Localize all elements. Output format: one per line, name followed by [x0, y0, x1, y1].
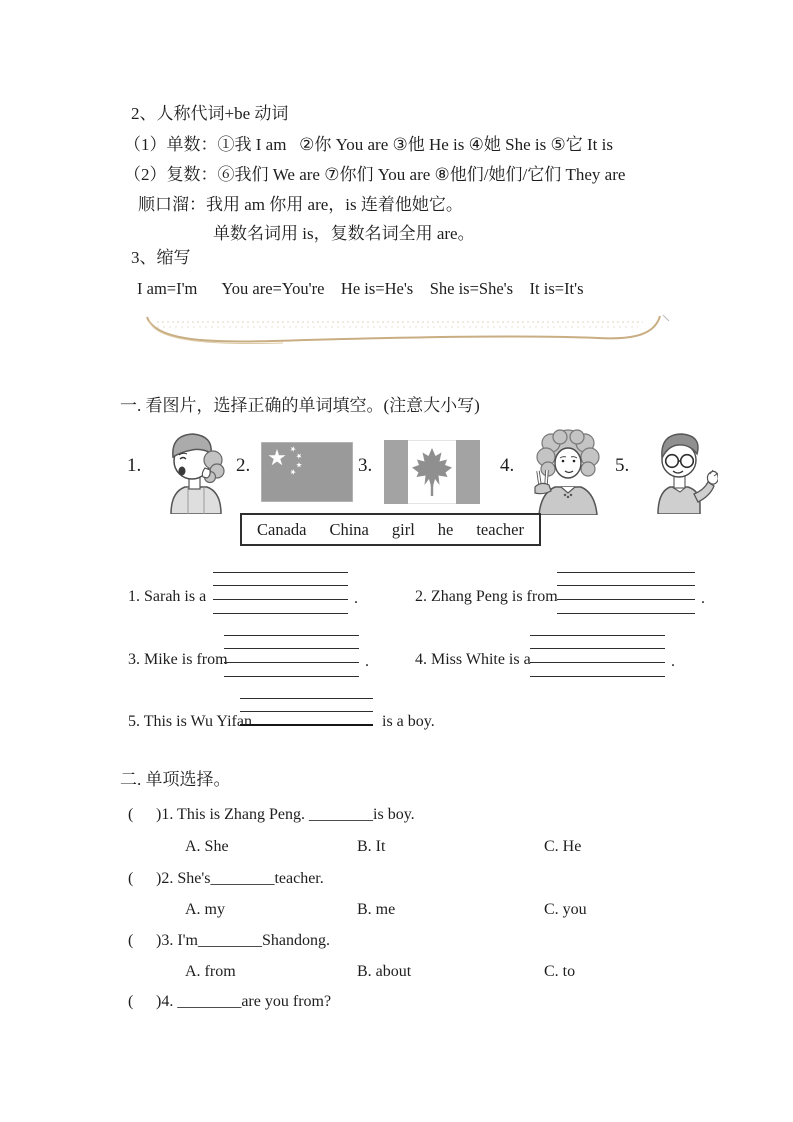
mc-q2-option-a: A. my: [185, 901, 225, 918]
note-line-rhyme-2: 单数名词用 is，复数名词全用 are。: [213, 224, 475, 243]
picture-number-3: 3.: [358, 455, 373, 476]
picture-number-5: 5.: [615, 455, 630, 476]
mc-q1-text: )1. This is Zhang Peng. ________is boy.: [156, 806, 415, 823]
note-line-plural: （2）复数：⑥我们 We are ⑦你们 You are ⑧他们/她们/它们 They are: [124, 165, 626, 184]
mc-q3-option-a: A. from: [185, 963, 236, 980]
word-bank-word-canada: Canada: [257, 519, 307, 539]
section2-title: 二. 单项选择。: [120, 770, 231, 789]
mc-q2-text: )2. She's________teacher.: [156, 870, 324, 887]
mc-q3-bracket-open: (: [128, 932, 134, 949]
fill-item-2-writing-guide: [557, 572, 695, 614]
fill-item-4-period: .: [671, 653, 675, 670]
paper-edge-divider: [143, 312, 673, 356]
fill-item-4-writing-guide: [530, 635, 665, 677]
mc-q4-text: )4. ________are you from?: [156, 993, 332, 1010]
fill-item-1-period: .: [354, 590, 358, 607]
fill-item-4-text: 4. Miss White is a: [415, 651, 531, 668]
picture-number-2: 2.: [236, 455, 251, 476]
mc-q2-option-c: C. you: [544, 901, 587, 918]
note-line-singular: （1）单数：①我 I am ②你 You are ③他 He is ④她 She is ⑤它 It is: [124, 135, 613, 154]
fill-item-1-text: 1. Sarah is a: [128, 588, 207, 605]
word-bank-box: [240, 513, 541, 546]
mc-q2-option-b: B. me: [357, 901, 396, 918]
teacher-illustration: [527, 425, 607, 515]
word-bank-word-china: China: [329, 519, 369, 539]
word-bank-word-teacher: teacher: [476, 519, 524, 539]
picture-number-1: 1.: [127, 455, 142, 476]
mc-q4-bracket-open: (: [128, 993, 134, 1010]
mc-q1-option-b: B. It: [357, 838, 386, 855]
fill-item-3-writing-guide: [224, 635, 359, 677]
china-flag-image: [261, 442, 353, 502]
fill-item-3-text: 3. Mike is from: [128, 651, 228, 668]
fill-item-5-text: 5. This is Wu Yifan: [128, 713, 252, 730]
note-line-abbreviations: I am=I'm You are=You're He is=He's She is=She's It is=It's: [137, 279, 584, 298]
boy-illustration: [642, 426, 718, 514]
mc-q1-bracket-open: (: [128, 806, 134, 823]
word-bank-word-girl: girl: [391, 519, 415, 539]
picture-number-4: 4.: [500, 455, 515, 476]
note-line-pronouns-heading: 2、人称代词+be 动词: [131, 104, 289, 123]
fill-item-1-writing-guide: [213, 572, 348, 614]
section1-title: 一. 看图片，选择正确的单词填空。(注意大小写): [120, 396, 480, 415]
note-line-rhyme-1: 顺口溜：我用 am 你用 are，is 连着他她它。: [138, 195, 463, 214]
fill-item-5-writing-guide: [240, 698, 373, 726]
canada-flag-image: [384, 440, 480, 504]
fill-item-2-text: 2. Zhang Peng is from: [415, 588, 558, 605]
mc-q2-bracket-open: (: [128, 870, 134, 887]
mc-q1-option-c: C. He: [544, 838, 582, 855]
mc-q3-option-b: B. about: [357, 963, 412, 980]
note-line-abbrev-heading: 3、缩写: [131, 248, 191, 267]
mc-q3-option-c: C. to: [544, 963, 576, 980]
fill-item-2-period: .: [701, 590, 705, 607]
mc-q1-option-a: A. She: [185, 838, 229, 855]
girl-illustration: [155, 426, 233, 514]
mc-q3-text: )3. I'm________Shandong.: [156, 932, 330, 949]
fill-item-3-period: .: [365, 653, 369, 670]
fill-item-5-tail: is a boy.: [382, 713, 435, 730]
word-bank-word-he: he: [437, 519, 454, 539]
